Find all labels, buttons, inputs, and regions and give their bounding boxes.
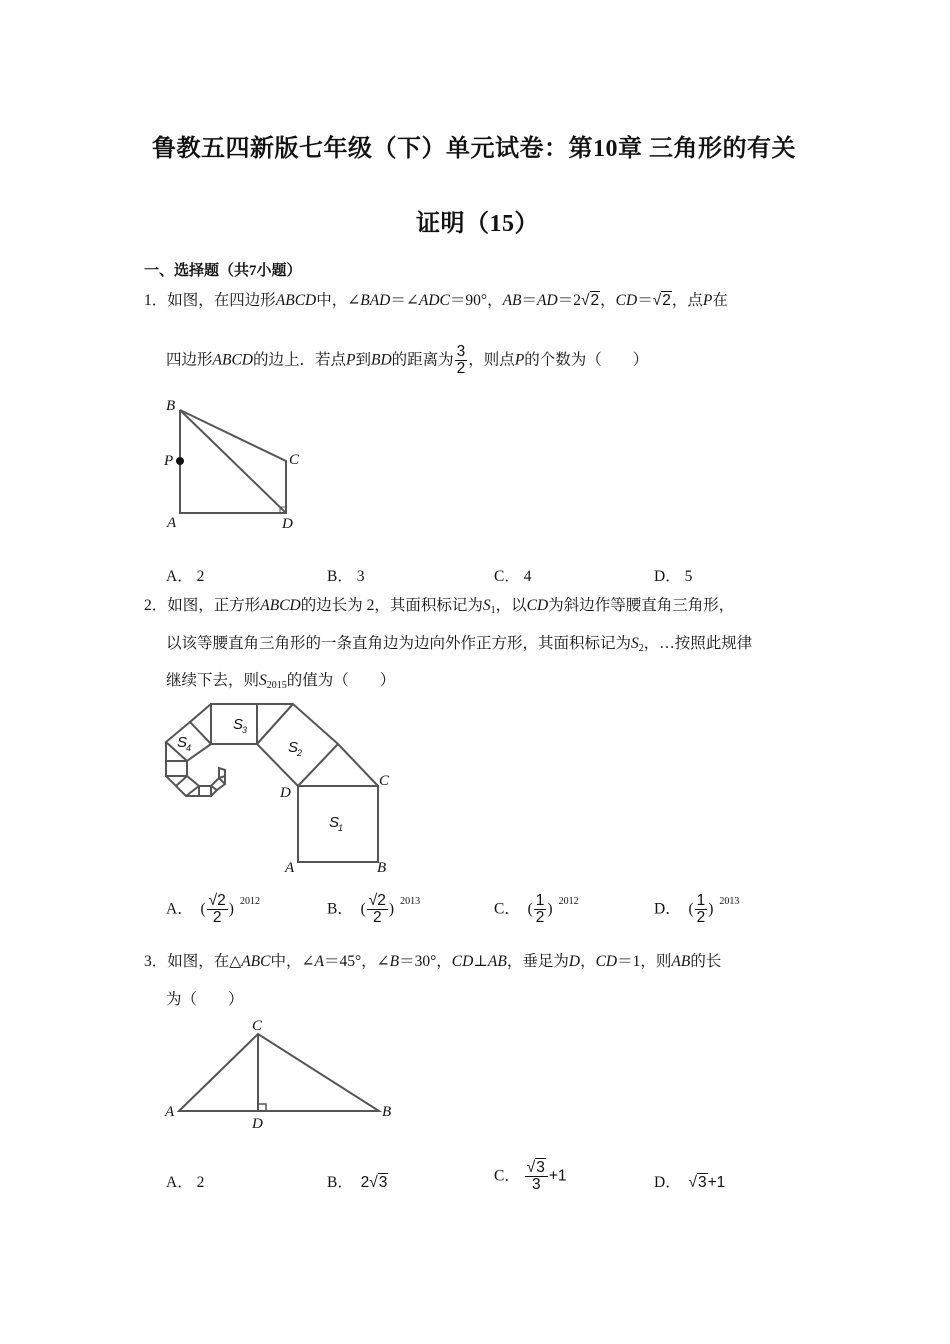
question-3-line2: 为（ ） xyxy=(166,991,244,1008)
svg-text:B: B xyxy=(166,398,176,414)
question-2-option-b[interactable]: B． ( $\frac{√2}{2}$ ) $^{2013}$ xyxy=(327,892,421,927)
svg-text:A: A xyxy=(167,515,177,531)
question-2-line3: 继续下去，则$S_{2015}$的值为（ ） xyxy=(166,672,396,691)
svg-text:S: S xyxy=(288,739,299,756)
question-2-option-c[interactable]: C． ( $\frac{1}{2}$ ) $^{2012}$ xyxy=(494,892,579,927)
question-2-figure xyxy=(155,700,405,880)
svg-text:2: 2 xyxy=(297,748,303,758)
fraction: $\frac{√3}{3}$ xyxy=(525,1160,548,1194)
svg-text:A: A xyxy=(165,1104,175,1120)
svg-text:S: S xyxy=(329,814,340,831)
document-title-line1: 鲁教五四新版七年级（下）单元试卷：第10章 三角形的有关 xyxy=(152,136,796,162)
question-1-option-a[interactable]: A． 2 xyxy=(166,568,205,585)
svg-text:B: B xyxy=(377,860,387,876)
question-2-option-d[interactable]: D． ( $\frac{1}{2}$ ) $^{2013}$ xyxy=(654,892,740,927)
question-3-option-c[interactable]: C． $\frac{√3}{3}$ +1 xyxy=(494,1159,567,1194)
question-number: 2． xyxy=(144,597,168,614)
question-number: 3． xyxy=(144,953,168,970)
question-1-option-b[interactable]: B． 3 xyxy=(327,568,365,585)
sqrt-expression: √2 xyxy=(652,292,671,309)
svg-text:D: D xyxy=(252,1116,263,1132)
svg-text:C: C xyxy=(252,1018,263,1034)
question-number: 1． xyxy=(144,292,168,309)
svg-text:3: 3 xyxy=(242,725,248,735)
question-1-figure xyxy=(150,390,330,535)
fraction: $\frac{√2}{2}$ xyxy=(368,892,386,927)
svg-text:C: C xyxy=(289,452,300,468)
sqrt-expression: √2 xyxy=(580,292,600,309)
svg-text:1: 1 xyxy=(338,823,344,833)
svg-text:C: C xyxy=(379,773,390,789)
question-3-option-a[interactable]: A． 2 xyxy=(166,1174,205,1191)
fraction: $\frac{√2}{2}$ xyxy=(208,892,226,927)
svg-text:S: S xyxy=(233,716,244,733)
question-2-line2: 以该等腰直角三角形的一条直角边为边向外作正方形，其面积标记为$S_2$，…按照此规律 xyxy=(166,635,753,654)
svg-text:P: P xyxy=(164,453,174,469)
question-3-figure xyxy=(155,1010,405,1135)
svg-text:A: A xyxy=(285,860,295,876)
svg-text:B: B xyxy=(382,1104,392,1120)
document-title-line2: 证明（15） xyxy=(416,211,539,237)
question-1-line1: 1．如图，在四边形ABCD中，∠BAD＝∠ADC＝90°，AB＝AD＝2√2，CD＝√2，点P在 xyxy=(144,292,728,309)
question-2-line1: 2．如图，正方形ABCD的边长为 2，其面积标记为$S_1$，以CD为斜边作等腰直角三角形， xyxy=(144,597,735,616)
svg-text:S: S xyxy=(177,734,188,751)
fraction: $\frac{1}{2}$ xyxy=(535,892,545,927)
svg-text:4: 4 xyxy=(186,743,192,753)
question-3-option-b[interactable]: B． 2√3 xyxy=(327,1174,388,1191)
point-p-marker xyxy=(176,457,184,465)
svg-text:D: D xyxy=(282,516,293,532)
question-2-option-a[interactable]: A． ( $\frac{√2}{2}$ ) $^{2012}$ xyxy=(166,892,260,927)
fraction: $\frac{1}{2}$ xyxy=(696,892,706,927)
section-heading: 一、选择题（共7小题） xyxy=(144,263,302,279)
question-3-option-d[interactable]: D． √3+1 xyxy=(654,1174,726,1191)
svg-text:D: D xyxy=(280,785,291,801)
question-1-line2: 四边形ABCD的边上．若点P到BD的距离为 $\frac{3}{2}$ ，则点P的个数为（ ） xyxy=(166,343,649,378)
question-1-option-c[interactable]: C． 4 xyxy=(494,568,532,585)
question-3-line1: 3．如图，在△ABC中，∠A＝45°，∠B＝30°，CD⊥AB，垂足为D，CD＝1，则AB的长 xyxy=(144,953,722,970)
fraction: $\frac{3}{2}$ xyxy=(456,343,466,378)
question-1-option-d[interactable]: D． 5 xyxy=(654,568,693,585)
